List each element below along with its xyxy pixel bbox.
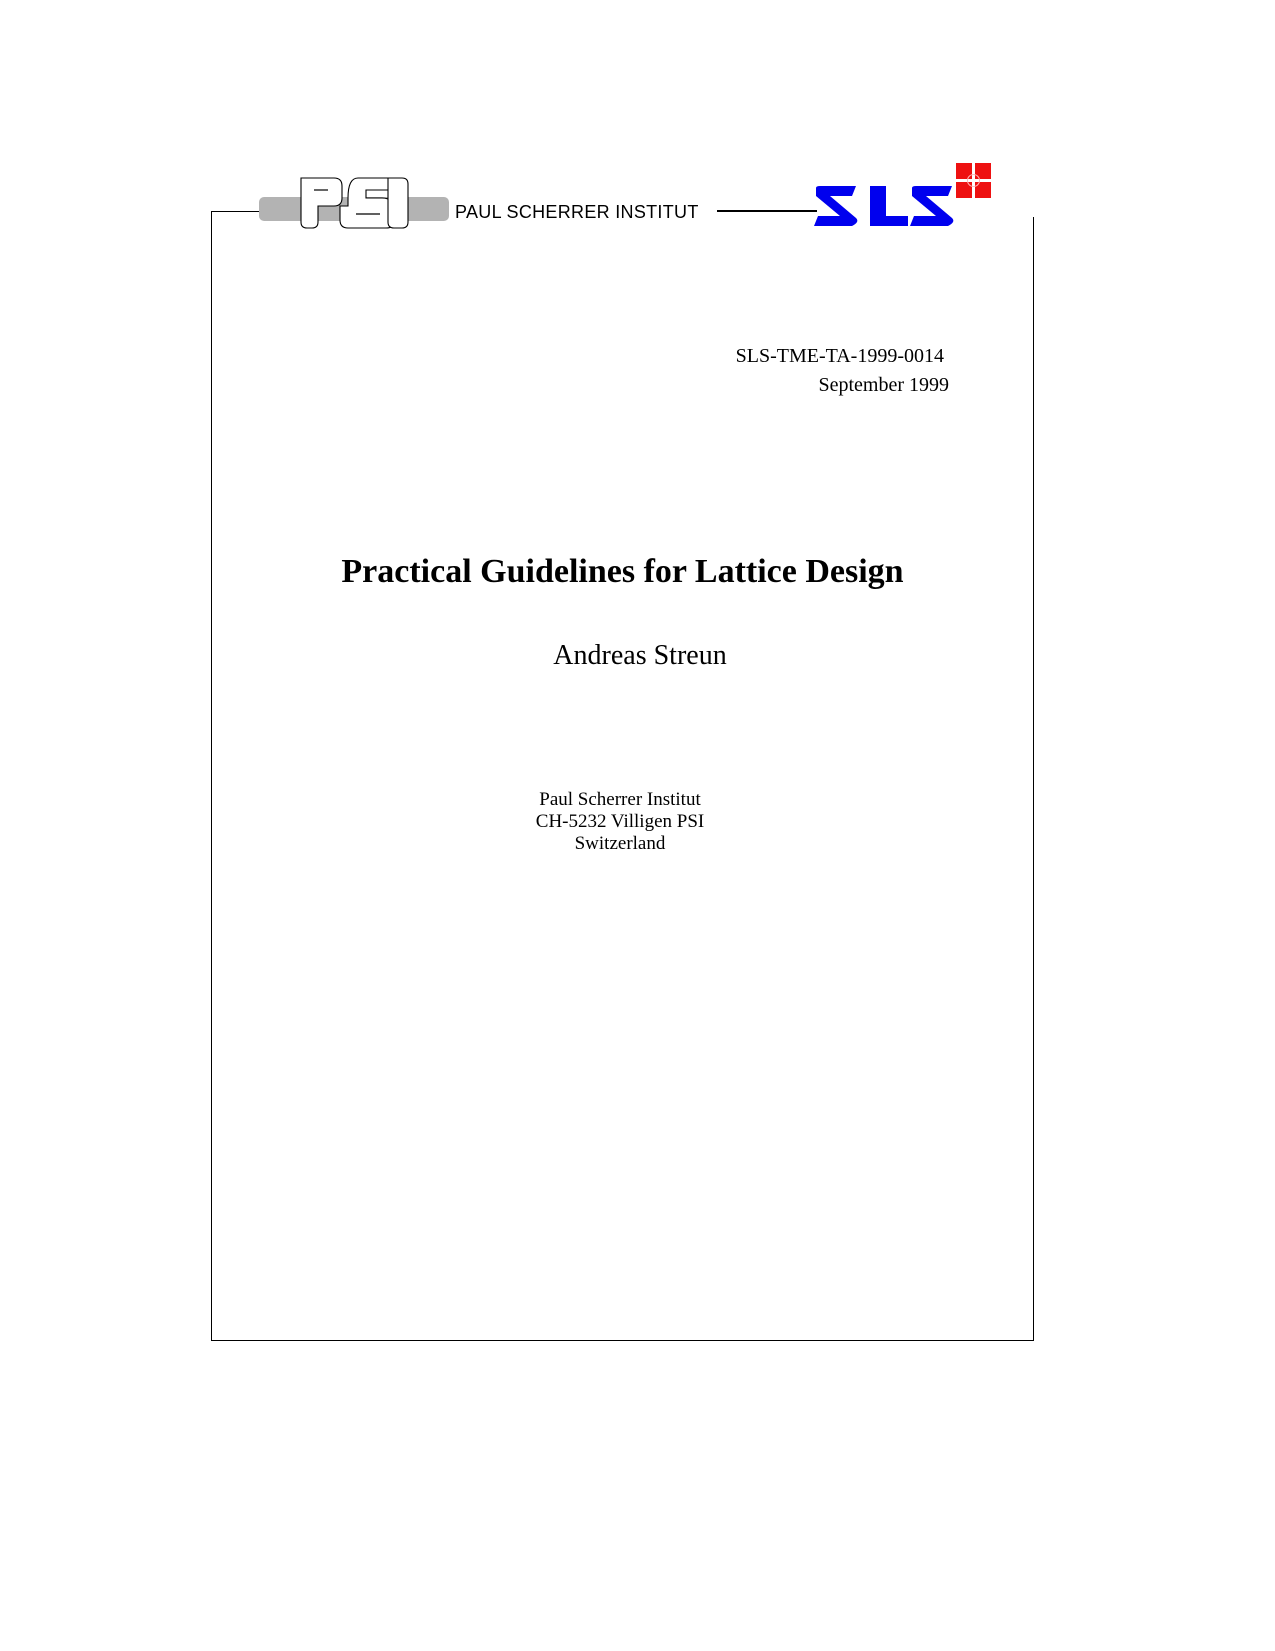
affiliation-country: Switzerland (574, 833, 666, 854)
psi-logo-text: PSI (354, 236, 356, 237)
author-name: Andreas Streun (553, 640, 727, 671)
institute-name: PAUL SCHERRER INSTITUT (455, 202, 699, 222)
report-number: SLS-TME-TA-1999-0014 (735, 345, 944, 367)
psi-logo (296, 176, 412, 237)
sls-logo-text: SLS (902, 240, 904, 241)
affiliation-address: CH-5232 Villigen PSI (535, 811, 705, 832)
report-date: September 1999 (818, 374, 949, 396)
document-title: Practical Guidelines for Lattice Design (341, 553, 904, 590)
affiliation (400, 789, 840, 855)
affiliation-institute: Paul Scherrer Institut (539, 789, 701, 810)
sls-cross-icon (956, 163, 991, 198)
header-rule (717, 210, 817, 211)
sls-logo (812, 160, 992, 241)
